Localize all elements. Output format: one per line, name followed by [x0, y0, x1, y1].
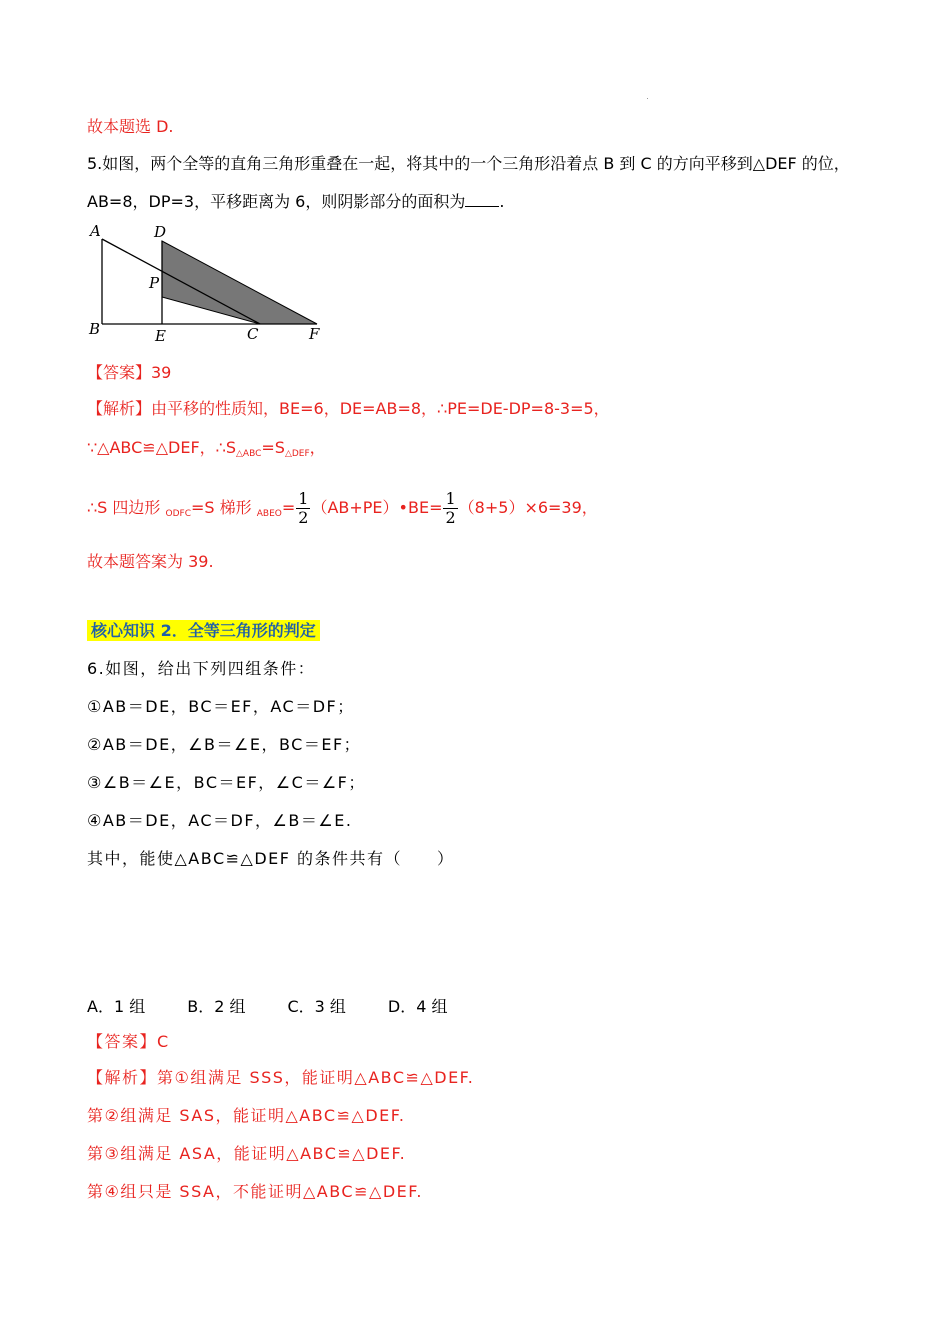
q5-analysis-2	[87, 437, 326, 459]
analysis-text: （AB+PE）•BE=	[311, 498, 443, 517]
label-e: E	[155, 327, 166, 345]
q5-stem-end: .	[499, 192, 505, 211]
q5-stem-line2	[87, 190, 504, 213]
analysis-text: =S	[261, 438, 285, 457]
q5-analysis-1	[87, 398, 610, 420]
analysis-text: ∴S 四边形	[87, 498, 166, 517]
analysis-text: =S 梯形	[191, 498, 257, 517]
fraction-half	[443, 490, 457, 527]
analysis-text: （8+5）×6=39，	[458, 498, 598, 517]
q6-condition-2: ②AB＝DE，∠B＝∠E，BC＝EF；	[87, 735, 362, 754]
label-f: F	[309, 325, 320, 343]
option-b: B．2 组	[187, 997, 246, 1016]
label-d: D	[154, 223, 167, 241]
fraction-denominator: 2	[445, 508, 456, 527]
analysis-label: 【解析】	[87, 399, 152, 418]
answer-blank	[465, 190, 499, 207]
q6-analysis-2: 第②组满足 SAS，能证明△ABC≌△DEF.	[87, 1106, 406, 1125]
q6-condition-1: ①AB＝DE，BC＝EF，AC＝DF；	[87, 697, 355, 716]
fraction-half	[296, 490, 310, 527]
q5-stem-text: AB=8，DP=3，平移距离为 6，则阴影部分的面积为	[87, 192, 466, 211]
fraction-numerator: 1	[298, 489, 309, 508]
subscript: ODFC	[165, 509, 191, 519]
fraction-denominator: 2	[298, 508, 309, 527]
q6-stem: 6.如图，给出下列四组条件：	[87, 659, 316, 678]
analysis-text: 由平移的性质知，BE=6，DE=AB=8，∴PE=DE-DP=8-3=5，	[151, 399, 610, 418]
q5-analysis-3	[87, 488, 598, 528]
analysis-text: =	[281, 498, 296, 517]
q5-stem-line1: 5.如图，两个全等的直角三角形重叠在一起，将其中的一个三角形沿着点 B 到 C 的方向平移到△DEF 的位，	[87, 154, 850, 173]
subscript: △ABC	[235, 449, 262, 459]
label-c: C	[247, 325, 259, 343]
previous-conclusion: 故本题选 D.	[87, 117, 174, 136]
option-a: A．1 组	[87, 997, 146, 1016]
option-d: D．4 组	[387, 997, 448, 1016]
analysis-text: ，	[309, 438, 326, 457]
label-b: B	[89, 320, 101, 338]
section-title-text: 核心知识 2．全等三角形的判定	[87, 620, 320, 641]
q6-analysis-3: 第③组满足 ASA，能证明△ABC≌△DEF.	[87, 1144, 407, 1163]
q6-answer: 【答案】C	[87, 1032, 170, 1051]
analysis-text: ∵△ABC≌△DEF，∴S	[87, 438, 236, 457]
section-title	[87, 620, 320, 642]
q6-analysis-1	[87, 1067, 474, 1089]
subscript: △DEF	[284, 449, 310, 459]
subscript: ABEO	[256, 509, 282, 519]
shaded-region	[162, 241, 317, 324]
option-c: C．3 组	[287, 997, 346, 1016]
q5-answer: 【答案】39	[87, 363, 172, 382]
analysis-label: 【解析】	[87, 1068, 158, 1087]
q5-figure	[85, 220, 325, 345]
page-artifact-dot	[647, 98, 648, 99]
q6-condition-4: ④AB＝DE，AC＝DF，∠B＝∠E.	[87, 811, 353, 830]
q5-conclusion: 故本题答案为 39.	[87, 552, 214, 571]
q6-condition-3: ③∠B＝∠E，BC＝EF，∠C＝∠F；	[87, 773, 366, 792]
label-a: A	[90, 222, 101, 240]
fraction-numerator: 1	[445, 489, 456, 508]
q6-question: 其中，能使△ABC≌△DEF 的条件共有（ ）	[87, 849, 455, 868]
analysis-text: 第①组满足 SSS，能证明△ABC≌△DEF.	[157, 1068, 475, 1087]
q6-analysis-4: 第④组只是 SSA，不能证明△ABC≌△DEF.	[87, 1182, 423, 1201]
q6-options	[87, 996, 490, 1018]
label-p: P	[149, 274, 160, 292]
